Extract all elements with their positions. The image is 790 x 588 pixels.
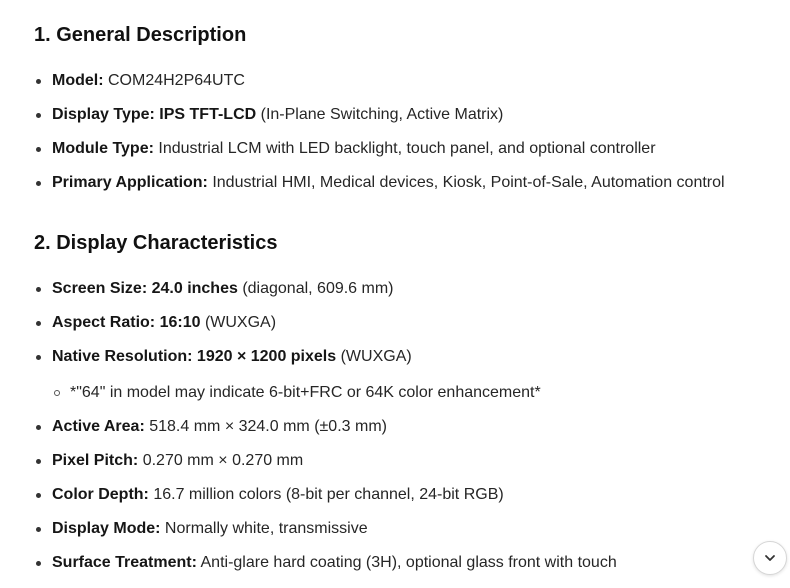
list-item-native-resolution	[34, 347, 412, 367]
item-text: Normally white, transmissive	[160, 520, 368, 537]
item-text: Industrial LCM with LED backlight, touch panel, and optional controller	[153, 140, 656, 157]
item-text: (In-Plane Switching, Active Matrix)	[256, 106, 504, 123]
list-item-pixel-pitch	[34, 451, 303, 471]
item-text: Anti-glare hard coating (3H), optional glass front with touch	[196, 554, 617, 571]
item-text: 518.4 mm × 324.0 mm (±0.3 mm)	[144, 418, 387, 435]
item-label: Primary Application:	[52, 174, 208, 191]
list-item-active-area	[34, 417, 387, 437]
item-text: (diagonal, 609.6 mm)	[237, 280, 394, 297]
list-item-screen-size	[34, 279, 394, 299]
item-text: (WUXGA)	[200, 314, 277, 331]
item-label: Pixel Pitch:	[52, 452, 139, 469]
list-item-primary-application	[34, 173, 725, 193]
item-label: Aspect Ratio:	[52, 314, 156, 331]
item-text: COM24H2P64UTC	[103, 72, 245, 89]
list-item-color-depth	[34, 485, 504, 505]
item-bold-value: 24.0 inches	[147, 280, 238, 297]
item-bold-value: 1920 × 1200 pixels	[192, 348, 337, 365]
list-item-aspect-ratio	[34, 313, 276, 333]
item-text: Industrial HMI, Medical devices, Kiosk, Point-of-Sale, Automation control	[207, 174, 725, 191]
item-text: 16.7 million colors (8-bit per channel, 24-bit RGB)	[148, 486, 504, 503]
section-heading-display-characteristics: 2. Display Characteristics	[34, 232, 278, 254]
item-label: Display Mode:	[52, 520, 161, 537]
item-label: Module Type:	[52, 140, 154, 157]
item-bold-value: IPS TFT-LCD	[154, 106, 257, 123]
section-heading-general-description: 1. General Description	[34, 24, 247, 46]
list-item-surface-treatment	[34, 553, 617, 573]
chevron-down-icon	[763, 551, 777, 565]
item-label: Display Type:	[52, 106, 155, 123]
list-item-display-mode	[34, 519, 368, 539]
item-text: (WUXGA)	[336, 348, 412, 365]
list-item-module-type	[34, 139, 656, 159]
sub-list-item-color-note: *"64" in model may indicate 6-bit+FRC or 64K color enhancement*	[52, 383, 541, 403]
item-text: 0.270 mm × 0.270 mm	[138, 452, 304, 469]
list-item-model	[34, 71, 245, 91]
scroll-to-bottom-button[interactable]	[753, 541, 787, 575]
item-label: Model:	[52, 72, 104, 89]
list-item-display-type	[34, 105, 503, 125]
item-label: Screen Size:	[52, 280, 148, 297]
item-label: Native Resolution:	[52, 348, 193, 365]
item-bold-value: 16:10	[155, 314, 201, 331]
item-label: Surface Treatment:	[52, 554, 197, 571]
item-label: Active Area:	[52, 418, 145, 435]
item-label: Color Depth:	[52, 486, 149, 503]
